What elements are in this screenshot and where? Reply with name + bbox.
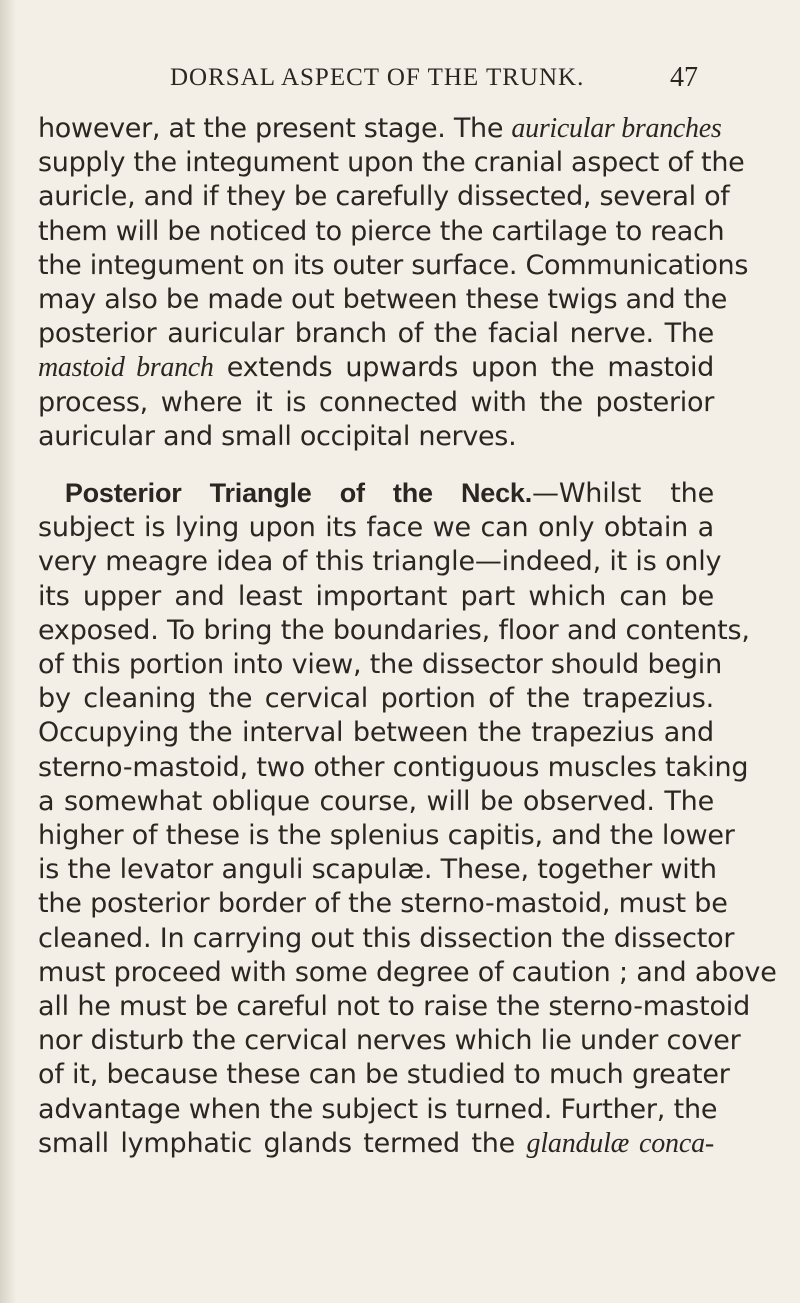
- text-line: all he must be careful not to raise the sterno-mastoid: [38, 991, 751, 1023]
- text-line: a somewhat oblique course, will be observed. The: [38, 785, 714, 817]
- text-line: auricular and small occipital nerves.: [38, 420, 517, 452]
- text-line: them will be noticed to pierce the cartilage to reach: [38, 215, 725, 247]
- text-line: auricle, and if they be carefully dissected, several of: [38, 181, 730, 213]
- text-line: of this portion into view, the dissector should begin: [38, 649, 723, 681]
- italic-term: mastoid branch: [38, 352, 214, 384]
- text-line: the integument on its outer surface. Communications: [38, 249, 749, 281]
- text-line: is the levator anguli scapulæ. These, together with: [38, 854, 717, 886]
- text-line: mastoid branch extends upwards upon the mastoid: [38, 352, 714, 384]
- section-heading: Posterior Triangle of the Neck.: [64, 478, 533, 509]
- text-line: must proceed with some degree of caution ; and above: [38, 956, 777, 988]
- text-line: however, at the present stage. The auricular branches: [38, 113, 722, 144]
- body-text: [38, 112, 777, 1161]
- text-line: posterior auricular branch of the facial nerve. The: [38, 318, 714, 350]
- text-line: advantage when the subject is turned. Further, the: [38, 1093, 718, 1125]
- text-line: sterno-mastoid, two other contiguous muscles taking: [38, 751, 749, 783]
- text-line: may also be made out between these twigs and the: [38, 284, 728, 316]
- text-line: higher of these is the splenius capitis, and the lower: [38, 820, 735, 852]
- page-header: [0, 42, 800, 92]
- text-line: very meagre idea of this triangle—indeed, it is only: [38, 546, 722, 578]
- page-number: 47: [670, 62, 698, 93]
- text-line: Posterior Triangle of the Neck.—Whilst the: [64, 478, 714, 510]
- text-line: process, where it is connected with the posterior: [38, 386, 714, 418]
- page-edge-shadow: [0, 0, 16, 1303]
- text-line: cleaned. In carrying out this dissection the dissector: [38, 922, 735, 954]
- text-line: Occupying the interval between the trapezius and: [38, 717, 714, 749]
- paragraph-posterior-triangle: [38, 476, 777, 1161]
- text-line: nor disturb the cervical nerves which lie under cover: [38, 1025, 741, 1057]
- text-line: by cleaning the cervical portion of the trapezius.: [38, 683, 714, 715]
- text-line: the posterior border of the sterno-mastoid, must be: [38, 888, 728, 920]
- text-line: subject is lying upon its face we can only obtain a: [38, 512, 714, 544]
- text-line: supply the integument upon the cranial aspect of the: [38, 147, 745, 179]
- text-line: of it, because these can be studied to much greater: [38, 1059, 730, 1091]
- paragraph-auricular-branches: [38, 112, 749, 454]
- text-line: exposed. To bring the boundaries, floor and contents,: [38, 614, 750, 646]
- text-line: its upper and least important part which can be: [38, 580, 714, 612]
- text-line: small lymphatic glands termed the glandulæ conca-: [38, 1127, 714, 1159]
- running-head: DORSAL ASPECT OF THE TRUNK.: [170, 64, 585, 91]
- italic-term: glandulæ conca-: [526, 1127, 714, 1159]
- italic-term: auricular branches: [511, 113, 722, 144]
